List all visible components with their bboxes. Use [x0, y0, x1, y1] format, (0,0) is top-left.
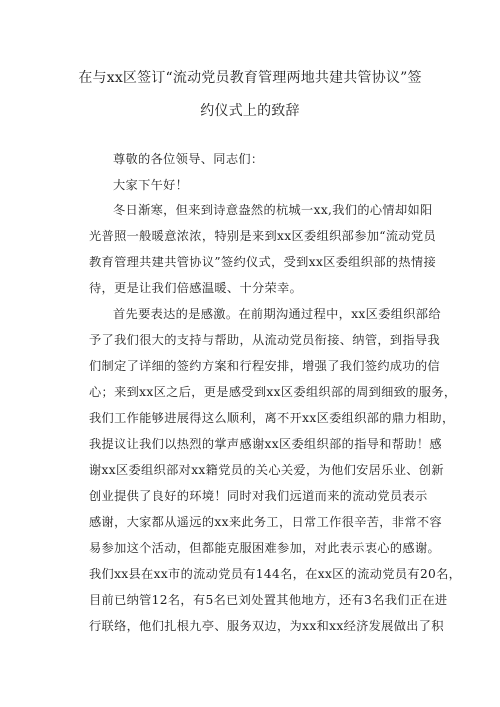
paragraph-line: 予了我们很大的支持与帮助，从流动党员衔接、纳管，到指导我: [89, 333, 441, 347]
document-title-line-2: 约仪式上的致辞: [200, 103, 300, 119]
paragraph-line: 教育管理共建共管协议”签约仪式，受到xx区委组织部的热情接: [89, 255, 437, 269]
salutation: 尊敬的各位领导、同志们：: [113, 152, 264, 166]
paragraph-line: 我提议让我们以热烈的掌声感谢xx区委组织部的指导和帮助！感: [89, 437, 442, 451]
paragraph-line: 我们工作能够进展得这么顺利，离不开xx区委组织部的鼎力相助，: [89, 411, 455, 425]
paragraph-line: 心；来到xx区之后，更是感受到xx区委组织部的周到细致的服务，: [89, 385, 457, 399]
paragraph-line: 行联络，他们扎根九亭、服务双边，为xx和xx经济发展做出了积: [89, 619, 444, 633]
paragraph-line: 们制定了详细的签约方案和行程安排，增强了我们签约成功的信: [89, 359, 441, 373]
paragraph-line: 待，更是让我们倍感温暖、十分荣幸。: [89, 281, 303, 295]
paragraph-line: 冬日渐寒，但来到诗意盎然的杭城一xx,我们的心情却如阳: [113, 203, 433, 217]
paragraph-line: 谢xx区委组织部对xx籍党员的关心关爱，为他们安居乐业、创新: [89, 463, 444, 477]
paragraph-line: 创业提供了良好的环境！同时对我们远道而来的流动党员表示: [89, 489, 428, 503]
paragraph-line: 目前已纳管12名，有5名已刘处置其他地方，还有3名我们正在进: [89, 593, 448, 607]
paragraph-line: 首先要表达的是感激。在前期沟通过程中，xx区委组织部给: [113, 307, 441, 321]
paragraph-line: 易参加这个活动，但都能克服困难参加，对此表示衷心的感谢。: [89, 541, 441, 555]
paragraph-line: 感谢，大家都从遥远的xx来此务工，日常工作很辛苦，非常不容: [89, 515, 442, 529]
greeting: 大家下午好！: [113, 178, 189, 192]
document-title-line-1: 在与xx区签订“流动党员教育管理两地共建共管协议”签: [78, 70, 422, 86]
paragraph-line: 我们xx县在xx市的流动党员有144名，在xx区的流动党员有20名，: [89, 567, 462, 581]
paragraph-line: 光普照一般暖意浓浓，特别是来到xx区委组织部参加“流动党员: [89, 229, 437, 243]
